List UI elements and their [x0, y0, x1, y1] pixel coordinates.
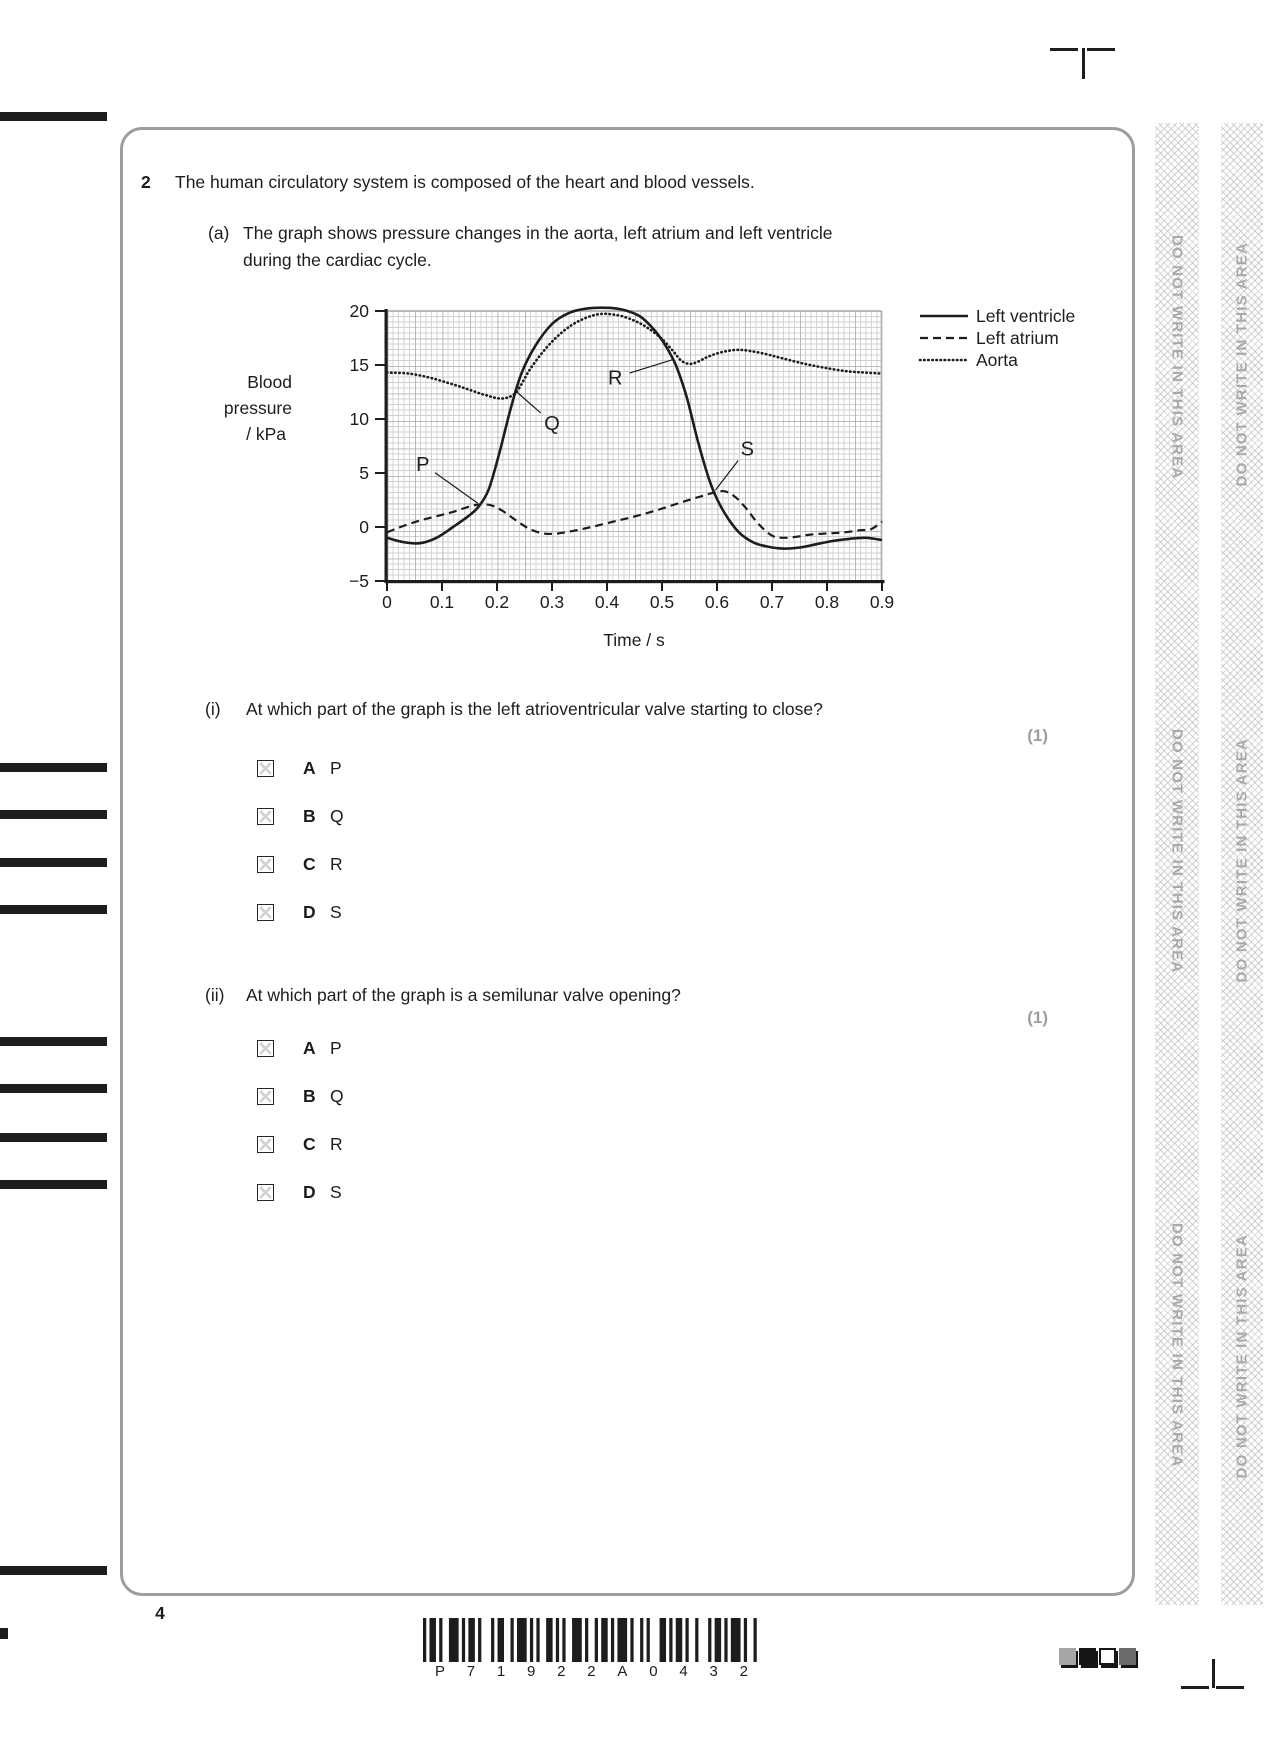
option-value: R: [330, 853, 343, 874]
legend: [920, 306, 1075, 370]
option-row-i-B: [257, 807, 344, 825]
svg-text:Aorta: Aorta: [976, 350, 1018, 370]
option-value: R: [330, 1133, 343, 1154]
option-row-ii-C: [257, 1135, 343, 1153]
question-ii-label: (ii): [205, 985, 225, 1005]
answer-checkbox-icon[interactable]: [257, 1136, 274, 1153]
svg-text:0.8: 0.8: [814, 592, 840, 612]
grid-area: [388, 311, 882, 581]
svg-text:5: 5: [359, 463, 369, 483]
marks-badge-ii: (1): [1027, 1008, 1048, 1027]
option-value: S: [330, 1181, 342, 1202]
option-row-i-A: [257, 759, 342, 777]
svg-text:0.4: 0.4: [594, 592, 620, 612]
option-letter: C: [303, 853, 316, 874]
question-i-label: (i): [205, 699, 221, 719]
do-not-write-text: DO NOT WRITE IN THIS AREA: [1168, 1223, 1186, 1468]
option-row-i-D: [257, 903, 342, 921]
question-stem: The human circulatory system is composed of the heart and blood vessels.: [175, 172, 755, 192]
answer-checkbox-icon[interactable]: [257, 760, 274, 777]
option-row-ii-A: [257, 1039, 342, 1057]
y-axis: [385, 309, 388, 583]
option-letter: D: [303, 1181, 316, 1202]
svg-text:0.2: 0.2: [484, 592, 510, 612]
part-a-label: (a): [208, 223, 230, 243]
option-letter: A: [303, 1037, 316, 1058]
do-not-write-text: DO NOT WRITE IN THIS AREA: [1233, 738, 1251, 983]
answer-checkbox-icon[interactable]: [257, 856, 274, 873]
svg-text:R: R: [608, 367, 623, 390]
x-axis-ticks: [382, 582, 894, 612]
option-row-ii-D: [257, 1183, 342, 1201]
barcode-text: P 7 1 9 2 2 A 0 4 3 2: [435, 1663, 748, 1680]
svg-text:20: 20: [349, 301, 369, 321]
svg-text:0: 0: [359, 517, 369, 537]
option-value: P: [330, 1037, 342, 1058]
svg-text:15: 15: [349, 355, 369, 375]
cardiac-cycle-graph: [220, 280, 1140, 660]
svg-text:0.6: 0.6: [704, 592, 730, 612]
do-not-write-text: DO NOT WRITE IN THIS AREA: [1233, 1234, 1251, 1479]
svg-text:10: 10: [349, 409, 369, 429]
svg-text:0.9: 0.9: [869, 592, 895, 612]
option-letter: A: [303, 757, 316, 778]
binding-square: [0, 1628, 8, 1639]
do-not-write-strip-inner: [1155, 123, 1199, 1605]
svg-text:0.1: 0.1: [429, 592, 455, 612]
answer-checkbox-icon[interactable]: [257, 1040, 274, 1057]
svg-text:Blood: Blood: [247, 372, 292, 392]
option-value: P: [330, 757, 342, 778]
y-axis-ticks: [349, 301, 385, 591]
part-a-text-line1: The graph shows pressure changes in the aorta, left atrium and left ventricle: [243, 223, 833, 243]
do-not-write-strip-outer: [1221, 123, 1263, 1605]
svg-text:0: 0: [382, 592, 392, 612]
x-axis: [385, 580, 885, 583]
svg-text:0.3: 0.3: [539, 592, 565, 612]
svg-text:Left ventricle: Left ventricle: [976, 306, 1076, 326]
svg-text:pressure: pressure: [223, 398, 292, 418]
svg-text:0.7: 0.7: [759, 592, 785, 612]
page-number: 4: [155, 1603, 165, 1623]
do-not-write-text: DO NOT WRITE IN THIS AREA: [1168, 235, 1186, 480]
do-not-write-text: DO NOT WRITE IN THIS AREA: [1233, 242, 1251, 487]
y-axis-label: [224, 372, 292, 444]
option-letter: C: [303, 1133, 316, 1154]
option-letter: B: [303, 805, 316, 826]
svg-text:S: S: [740, 438, 754, 461]
answer-checkbox-icon[interactable]: [257, 1184, 274, 1201]
question-i-text: At which part of the graph is the left atrioventricular valve starting to close?: [246, 699, 823, 719]
answer-checkbox-icon[interactable]: [257, 904, 274, 921]
svg-text:Q: Q: [544, 412, 560, 435]
do-not-write-text: DO NOT WRITE IN THIS AREA: [1168, 729, 1186, 974]
option-value: S: [330, 901, 342, 922]
option-letter: B: [303, 1085, 316, 1106]
option-row-ii-B: [257, 1087, 344, 1105]
question-ii-text: At which part of the graph is a semilunar valve opening?: [246, 985, 681, 1005]
answer-checkbox-icon[interactable]: [257, 1088, 274, 1105]
answer-checkbox-icon[interactable]: [257, 808, 274, 825]
option-letter: D: [303, 901, 316, 922]
svg-text:Left atrium: Left atrium: [976, 328, 1059, 348]
svg-text:P: P: [416, 453, 430, 476]
option-row-i-C: [257, 855, 343, 873]
x-axis-label: Time / s: [603, 630, 665, 650]
barcode: [423, 1618, 760, 1667]
svg-text:−5: −5: [349, 571, 369, 591]
marks-badge-i: (1): [1027, 726, 1048, 745]
svg-text:0.5: 0.5: [649, 592, 675, 612]
svg-text:/ kPa: / kPa: [246, 424, 286, 444]
option-value: Q: [330, 1085, 344, 1106]
option-value: Q: [330, 805, 344, 826]
part-a-text-line2: during the cardiac cycle.: [243, 250, 432, 270]
question-number: 2: [141, 172, 151, 192]
